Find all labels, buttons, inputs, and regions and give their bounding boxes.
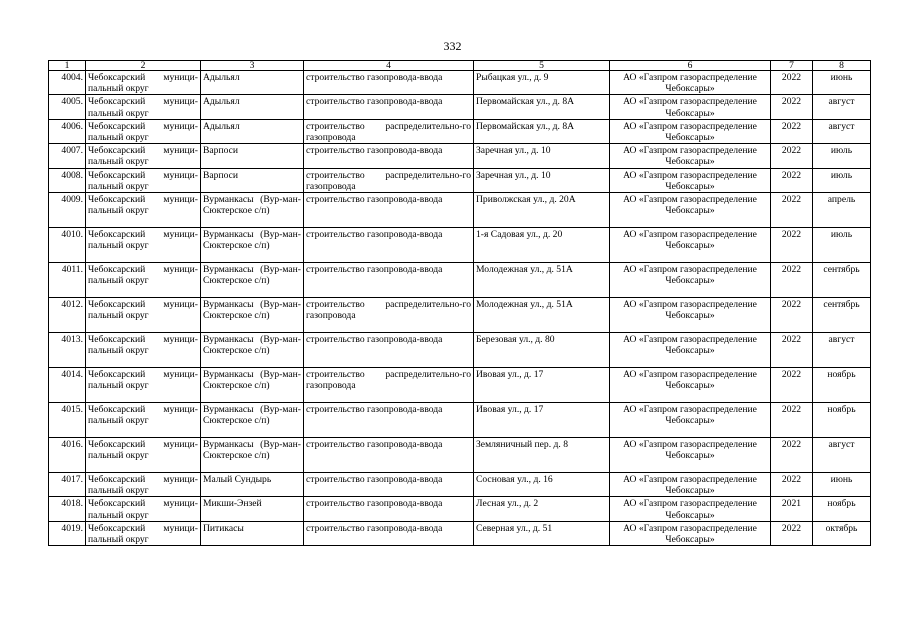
row-number: 4016. (49, 438, 86, 473)
work-type-cell: строительство газопровода-ввода (304, 144, 474, 168)
work-type-cell: строительство газопровода-ввода (304, 521, 474, 545)
work-type-cell: строительство распределительно-го газопровода (304, 119, 474, 143)
district-cell: Чебоксарский муници-пальный округ (86, 228, 201, 263)
organization-cell: АО «Газпром газораспределение Чебоксары» (610, 193, 771, 228)
district-cell: Чебоксарский муници-пальный округ (86, 438, 201, 473)
district-cell: Чебоксарский муници-пальный округ (86, 368, 201, 403)
month-cell: апрель (813, 193, 871, 228)
month-cell: август (813, 438, 871, 473)
organization-cell: АО «Газпром газораспределение Чебоксары» (610, 298, 771, 333)
month-cell: июль (813, 144, 871, 168)
row-number: 4015. (49, 403, 86, 438)
year-cell: 2022 (771, 403, 813, 438)
month-cell: октябрь (813, 521, 871, 545)
organization-cell: АО «Газпром газораспределение Чебоксары» (610, 438, 771, 473)
locality-cell: Адыльял (201, 95, 304, 119)
row-number: 4009. (49, 193, 86, 228)
address-cell: Молодежная ул., д. 51А (474, 263, 610, 298)
address-cell: Приволжская ул., д. 20А (474, 193, 610, 228)
locality-cell: Малый Сундырь (201, 473, 304, 497)
page-number: 332 (443, 39, 462, 53)
month-cell: июнь (813, 71, 871, 95)
locality-cell: Адыльял (201, 71, 304, 95)
organization-cell: АО «Газпром газораспределение Чебоксары» (610, 228, 771, 263)
locality-cell: Варпоси (201, 168, 304, 192)
table-row (49, 473, 871, 497)
locality-cell: Питикасы (201, 521, 304, 545)
year-cell: 2022 (771, 368, 813, 403)
district-cell: Чебоксарский муници-пальный округ (86, 497, 201, 521)
locality-cell: Вурманкасы (Вур-ман-Сюктерское с/п) (201, 193, 304, 228)
column-number: 1 (49, 61, 86, 71)
month-cell: июнь (813, 473, 871, 497)
work-type-cell: строительство распределительно-го газопровода (304, 168, 474, 192)
table-row (49, 228, 871, 263)
year-cell: 2021 (771, 497, 813, 521)
table-row (49, 168, 871, 192)
address-cell: Ивовая ул., д. 17 (474, 403, 610, 438)
column-number-row (49, 61, 871, 71)
table-row (49, 368, 871, 403)
locality-cell: Вурманкасы (Вур-ман-Сюктерское с/п) (201, 298, 304, 333)
table-row (49, 193, 871, 228)
month-cell: ноябрь (813, 403, 871, 438)
organization-cell: АО «Газпром газораспределение Чебоксары» (610, 119, 771, 143)
address-cell: Молодежная ул., д. 51А (474, 298, 610, 333)
month-cell: сентябрь (813, 263, 871, 298)
organization-cell: АО «Газпром газораспределение Чебоксары» (610, 71, 771, 95)
table-row (49, 144, 871, 168)
month-cell: ноябрь (813, 497, 871, 521)
locality-cell: Вурманкасы (Вур-ман-Сюктерское с/п) (201, 228, 304, 263)
registry-table (48, 60, 871, 546)
work-type-cell: строительство газопровода-ввода (304, 403, 474, 438)
work-type-cell: строительство газопровода-ввода (304, 497, 474, 521)
row-number: 4006. (49, 119, 86, 143)
row-number: 4017. (49, 473, 86, 497)
locality-cell: Вурманкасы (Вур-ман-Сюктерское с/п) (201, 368, 304, 403)
organization-cell: АО «Газпром газораспределение Чебоксары» (610, 168, 771, 192)
address-cell: Заречная ул., д. 10 (474, 144, 610, 168)
district-cell: Чебоксарский муници-пальный округ (86, 168, 201, 192)
year-cell: 2022 (771, 473, 813, 497)
year-cell: 2022 (771, 168, 813, 192)
locality-cell: Вурманкасы (Вур-ман-Сюктерское с/п) (201, 438, 304, 473)
work-type-cell: строительство распределительно-го газопровода (304, 298, 474, 333)
row-number: 4007. (49, 144, 86, 168)
month-cell: сентябрь (813, 298, 871, 333)
row-number: 4012. (49, 298, 86, 333)
year-cell: 2022 (771, 71, 813, 95)
district-cell: Чебоксарский муници-пальный округ (86, 71, 201, 95)
table-row (49, 333, 871, 368)
organization-cell: АО «Газпром газораспределение Чебоксары» (610, 144, 771, 168)
year-cell: 2022 (771, 333, 813, 368)
row-number: 4011. (49, 263, 86, 298)
year-cell: 2022 (771, 298, 813, 333)
column-number: 6 (610, 61, 771, 71)
address-cell: Лесная ул., д. 2 (474, 497, 610, 521)
table-row (49, 298, 871, 333)
work-type-cell: строительство газопровода-ввода (304, 438, 474, 473)
address-cell: Первомайская ул., д. 8А (474, 95, 610, 119)
month-cell: июль (813, 168, 871, 192)
address-cell: Северная ул., д. 51 (474, 521, 610, 545)
locality-cell: Микши-Энзей (201, 497, 304, 521)
locality-cell: Вурманкасы (Вур-ман-Сюктерское с/п) (201, 263, 304, 298)
address-cell: Земляничный пер. д. 8 (474, 438, 610, 473)
year-cell: 2022 (771, 119, 813, 143)
organization-cell: АО «Газпром газораспределение Чебоксары» (610, 263, 771, 298)
table-row (49, 521, 871, 545)
row-number: 4013. (49, 333, 86, 368)
table-row (49, 438, 871, 473)
year-cell: 2022 (771, 438, 813, 473)
district-cell: Чебоксарский муници-пальный округ (86, 298, 201, 333)
work-type-cell: строительство газопровода-ввода (304, 95, 474, 119)
organization-cell: АО «Газпром газораспределение Чебоксары» (610, 473, 771, 497)
address-cell: 1-я Садовая ул., д. 20 (474, 228, 610, 263)
organization-cell: АО «Газпром газораспределение Чебоксары» (610, 333, 771, 368)
address-cell: Первомайская ул., д. 8А (474, 119, 610, 143)
work-type-cell: строительство газопровода-ввода (304, 263, 474, 298)
year-cell: 2022 (771, 95, 813, 119)
organization-cell: АО «Газпром газораспределение Чебоксары» (610, 368, 771, 403)
address-cell: Сосновая ул., д. 16 (474, 473, 610, 497)
locality-cell: Вурманкасы (Вур-ман-Сюктерское с/п) (201, 403, 304, 438)
district-cell: Чебоксарский муници-пальный округ (86, 473, 201, 497)
column-number: 2 (86, 61, 201, 71)
column-number: 5 (474, 61, 610, 71)
month-cell: август (813, 95, 871, 119)
organization-cell: АО «Газпром газораспределение Чебоксары» (610, 521, 771, 545)
district-cell: Чебоксарский муници-пальный округ (86, 144, 201, 168)
address-cell: Рыбацкая ул., д. 9 (474, 71, 610, 95)
organization-cell: АО «Газпром газораспределение Чебоксары» (610, 497, 771, 521)
row-number: 4005. (49, 95, 86, 119)
year-cell: 2022 (771, 521, 813, 545)
table-row (49, 71, 871, 95)
district-cell: Чебоксарский муници-пальный округ (86, 263, 201, 298)
locality-cell: Вурманкасы (Вур-ман-Сюктерское с/п) (201, 333, 304, 368)
district-cell: Чебоксарский муници-пальный округ (86, 521, 201, 545)
column-number: 7 (771, 61, 813, 71)
month-cell: август (813, 119, 871, 143)
table-row (49, 95, 871, 119)
row-number: 4010. (49, 228, 86, 263)
locality-cell: Адыльял (201, 119, 304, 143)
address-cell: Березовая ул., д. 80 (474, 333, 610, 368)
month-cell: ноябрь (813, 368, 871, 403)
month-cell: июль (813, 228, 871, 263)
organization-cell: АО «Газпром газораспределение Чебоксары» (610, 403, 771, 438)
month-cell: август (813, 333, 871, 368)
column-number: 4 (304, 61, 474, 71)
row-number: 4014. (49, 368, 86, 403)
district-cell: Чебоксарский муници-пальный округ (86, 119, 201, 143)
district-cell: Чебоксарский муници-пальный округ (86, 193, 201, 228)
table-row (49, 119, 871, 143)
organization-cell: АО «Газпром газораспределение Чебоксары» (610, 95, 771, 119)
district-cell: Чебоксарский муници-пальный округ (86, 403, 201, 438)
work-type-cell: строительство распределительно-го газопровода (304, 368, 474, 403)
row-number: 4004. (49, 71, 86, 95)
address-cell: Ивовая ул., д. 17 (474, 368, 610, 403)
year-cell: 2022 (771, 193, 813, 228)
year-cell: 2022 (771, 228, 813, 263)
column-number: 3 (201, 61, 304, 71)
year-cell: 2022 (771, 144, 813, 168)
row-number: 4018. (49, 497, 86, 521)
work-type-cell: строительство газопровода-ввода (304, 473, 474, 497)
table-row (49, 497, 871, 521)
table-row (49, 263, 871, 298)
work-type-cell: строительство газопровода-ввода (304, 71, 474, 95)
address-cell: Заречная ул., д. 10 (474, 168, 610, 192)
district-cell: Чебоксарский муници-пальный округ (86, 95, 201, 119)
work-type-cell: строительство газопровода-ввода (304, 228, 474, 263)
row-number: 4019. (49, 521, 86, 545)
column-number: 8 (813, 61, 871, 71)
locality-cell: Варпоси (201, 144, 304, 168)
district-cell: Чебоксарский муници-пальный округ (86, 333, 201, 368)
work-type-cell: строительство газопровода-ввода (304, 333, 474, 368)
work-type-cell: строительство газопровода-ввода (304, 193, 474, 228)
year-cell: 2022 (771, 263, 813, 298)
row-number: 4008. (49, 168, 86, 192)
table-row (49, 403, 871, 438)
